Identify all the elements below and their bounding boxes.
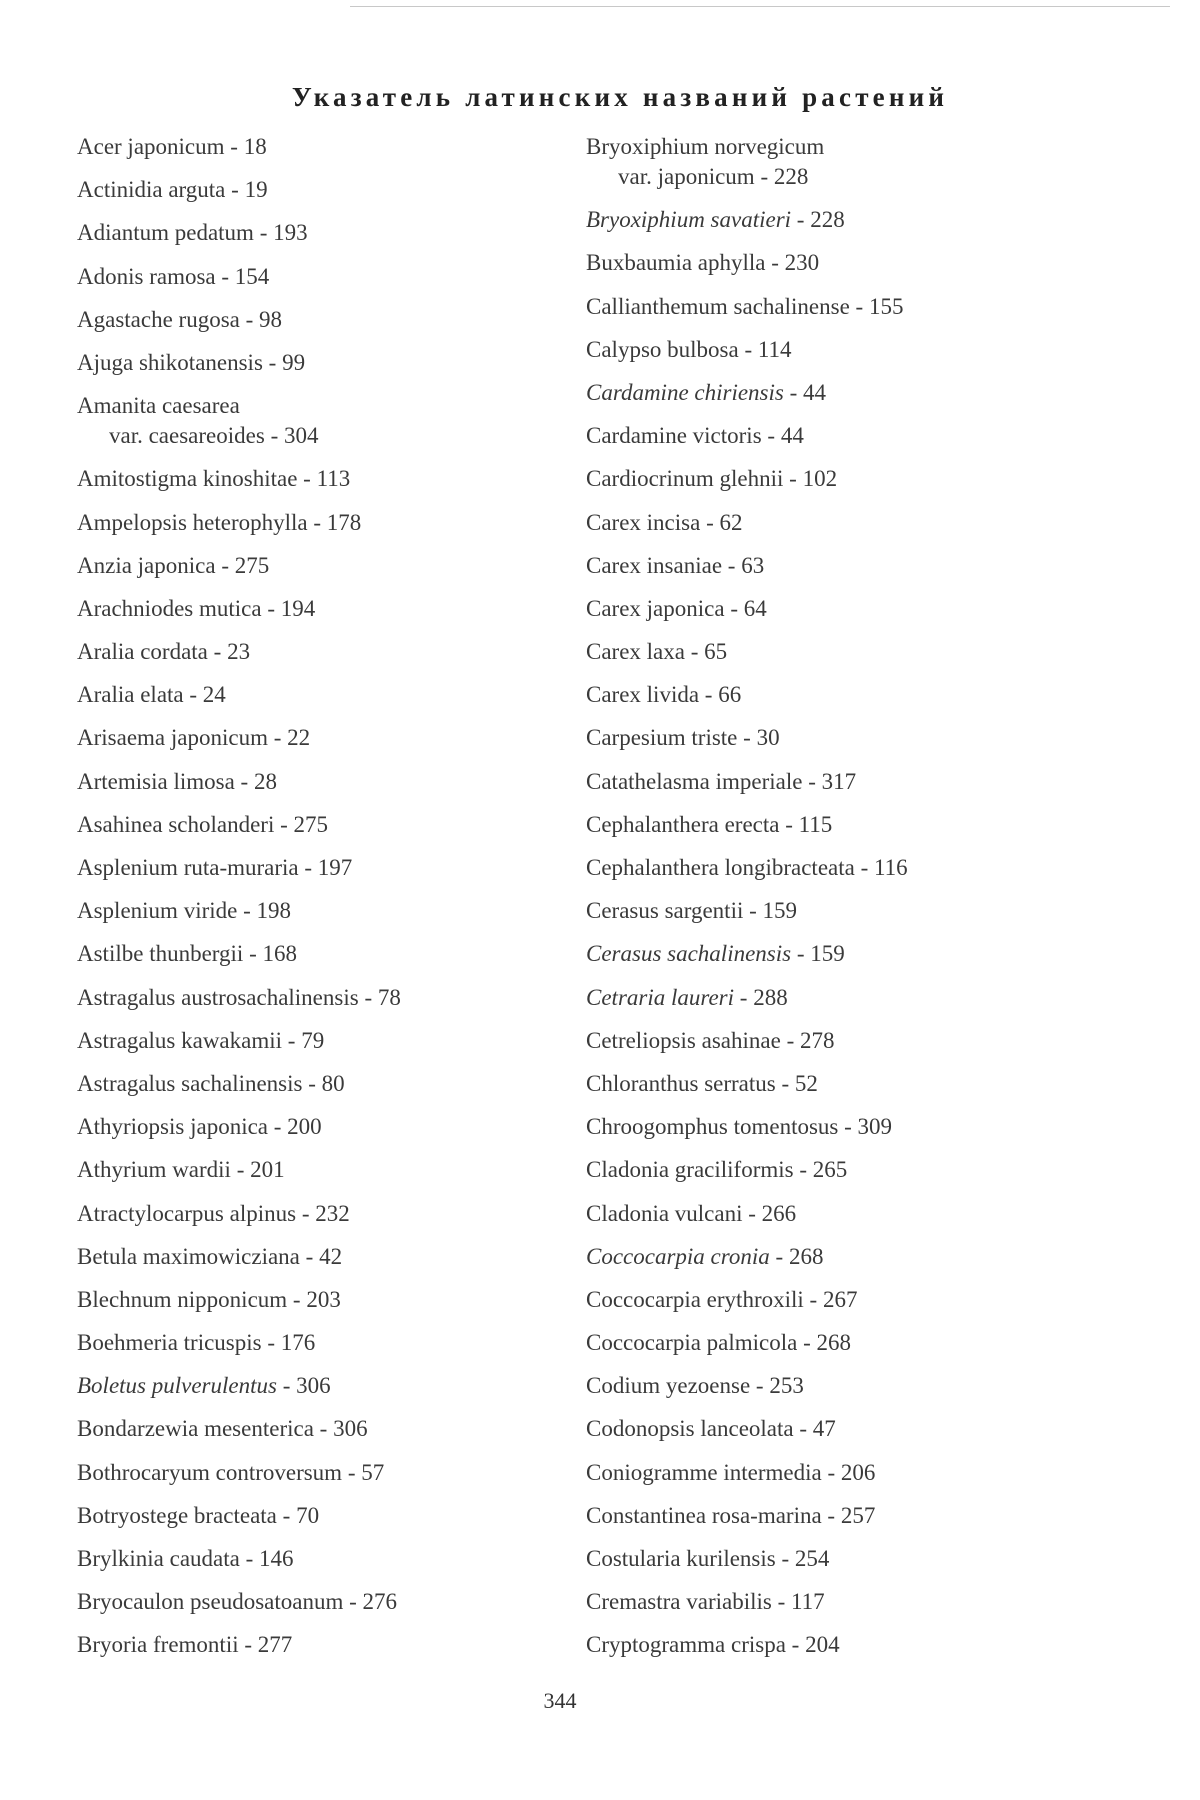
index-entry: Betula maximowicziana - 42 [77, 1243, 343, 1269]
entry-variety: var. japonicum [618, 164, 755, 189]
entry-name: Astragalus austrosachalinensis [77, 984, 359, 1010]
index-entry: Athyrium wardii - 201 [77, 1157, 285, 1183]
index-entry: Coccocarpia palmicola - 268 [586, 1330, 852, 1356]
index-entry: Adonis ramosa - 154 [77, 263, 270, 289]
entry-page-number: 159 [762, 898, 798, 924]
entry-name: Asahinea scholanderi [77, 811, 275, 837]
entry-page-number: 70 [296, 1502, 320, 1528]
entry-name: Cephalanthera erecta [586, 811, 780, 837]
index-entry: Arachniodes mutica - 194 [77, 595, 316, 621]
index-entry: Bondarzewia mesenterica - 306 [77, 1416, 368, 1442]
entry-page-number: 306 [296, 1373, 331, 1399]
entry-page-number: 19 [244, 177, 268, 203]
index-entry: Asahinea scholanderi - 275 [77, 811, 329, 837]
index-entry: Callianthemum sachalinense - 155 [586, 293, 904, 319]
index-entry: Aralia elata - 24 [77, 682, 226, 708]
entry-page-number: 317 [821, 768, 857, 794]
entry-name: Boletus pulverulentus [77, 1373, 277, 1399]
index-entry: Cephalanthera longibracteata - 116 [586, 855, 908, 880]
index-entry: Bryoxiphium savatieri - 228 [586, 207, 845, 233]
entry-page-number: 198 [256, 898, 292, 924]
entry-page-number: 64 [743, 595, 767, 621]
entry-name: Astilbe thunbergii [77, 941, 244, 967]
index-entry: Cetraria laureri - 288 [586, 984, 788, 1010]
index-entry: Carex incisa - 62 [586, 509, 743, 535]
index-entry: Bryocaulon pseudosatoanum - 276 [77, 1589, 398, 1615]
entry-page-number: 254 [794, 1546, 830, 1571]
entry-page-number: 253 [769, 1373, 804, 1399]
entry-name: Cerasus sargentii [586, 898, 744, 924]
entry-name: Aralia elata [77, 682, 184, 708]
entry-name: Blechnum nipponicum [77, 1286, 288, 1312]
entry-page-number: 44 [803, 379, 827, 405]
entry-name: Brylkinia caudata [77, 1546, 240, 1571]
entry-name: Coccocarpia palmicola [586, 1330, 798, 1356]
entry-name: Cephalanthera longibracteata [586, 855, 855, 880]
entry-name: Athyrium wardii [77, 1157, 231, 1183]
entry-page-number: 155 [868, 293, 904, 319]
entry-page-number: 309 [857, 1114, 893, 1140]
entry-name: Adiantum pedatum [77, 220, 254, 246]
index-entry [586, 132, 1146, 192]
entry-name: Cardamine victoris [586, 423, 762, 449]
index-entry: Agastache rugosa - 98 [77, 306, 283, 332]
entry-name: Calypso bulbosa [586, 336, 739, 362]
index-entry: Coccocarpia cronia - 268 [586, 1243, 824, 1269]
index-entry [77, 391, 577, 451]
entry-page-number: 266 [761, 1200, 797, 1226]
entry-page-number: 168 [262, 941, 297, 967]
entry-name: Acer japonicum [77, 134, 225, 159]
entry-page-number: 228 [810, 207, 845, 233]
entry-page-number: 63 [741, 552, 765, 578]
index-entry: Asplenium viride - 198 [77, 898, 292, 924]
index-entry: Amitostigma kinoshitae - 113 [77, 466, 351, 492]
index-column-right [586, 132, 1146, 1674]
entry-page-number: 203 [306, 1286, 341, 1312]
entry-page-number: 65 [704, 639, 728, 665]
entry-page-number: 268 [816, 1330, 852, 1356]
entry-page-number: 304 [283, 423, 319, 449]
index-entry: Arisaema japonicum - 22 [77, 725, 311, 751]
index-entry: Bryoria fremontii - 277 [77, 1632, 293, 1658]
index-entry: Asplenium ruta-muraria - 197 [77, 855, 353, 880]
entry-page-number: 80 [321, 1070, 345, 1096]
entry-name: Bryocaulon pseudosatoanum [77, 1589, 344, 1615]
entry-name: Cladonia graciliformis [586, 1157, 794, 1183]
entry-name: Arachniodes mutica [77, 595, 262, 621]
entry-page-number: 28 [253, 768, 277, 794]
entry-name: Carex insaniae [586, 552, 723, 578]
entry-page-number: 278 [799, 1027, 835, 1053]
entry-page-number: 204 [805, 1632, 840, 1658]
entry-page-number: 146 [259, 1546, 294, 1571]
index-entry: Brylkinia caudata - 146 [77, 1546, 294, 1571]
entry-name: Carex livida [586, 682, 700, 708]
entry-variety-line: var. japonicum - 228 [618, 164, 809, 189]
index-entry: Astragalus austrosachalinensis - 78 [77, 984, 401, 1010]
index-entry: Boletus pulverulentus - 306 [77, 1373, 331, 1399]
index-entry: Coniogramme intermedia - 206 [586, 1459, 876, 1485]
entry-page-number: 57 [361, 1459, 385, 1485]
entry-name: Bryoxiphium savatieri [586, 207, 792, 233]
entry-name: Bothrocaryum controversum [77, 1459, 343, 1485]
index-entry: Cladonia vulcani - 266 [586, 1200, 797, 1226]
entry-page-number: 178 [326, 509, 362, 535]
index-entry: Blechnum nipponicum - 203 [77, 1286, 341, 1312]
index-entry: Carex japonica - 64 [586, 595, 767, 621]
entry-name: Cerasus sachalinensis [586, 941, 792, 967]
entry-name: Codium yezoense [586, 1373, 751, 1399]
entry-page-number: 200 [287, 1114, 322, 1140]
index-entry: Astilbe thunbergii - 168 [77, 941, 297, 967]
entry-page-number: 201 [250, 1157, 285, 1183]
entry-name: Boehmeria tricuspis [77, 1330, 262, 1356]
entry-page-number: 267 [822, 1286, 858, 1312]
entry-page-number: 99 [282, 349, 306, 375]
entry-page-number: 193 [273, 220, 308, 246]
index-entry: Carex insaniae - 63 [586, 552, 765, 578]
entry-name: Chloranthus serratus [586, 1070, 776, 1096]
index-entry: Calypso bulbosa - 114 [586, 336, 792, 362]
entry-name: Carex japonica [586, 595, 725, 621]
entry-name: Astragalus kawakamii [77, 1027, 283, 1053]
index-entry: Astragalus sachalinensis - 80 [77, 1070, 345, 1096]
index-entry: Buxbaumia aphylla - 230 [586, 250, 820, 276]
entry-name: Ajuga shikotanensis [77, 349, 263, 375]
entry-page-number: 52 [794, 1070, 818, 1096]
entry-page-number: 154 [234, 263, 270, 289]
entry-variety: var. caesareoides [109, 423, 265, 449]
entry-page-number: 98 [259, 306, 283, 332]
entry-name: Anzia japonica [77, 552, 216, 578]
entry-name: Actinidia arguta [77, 177, 226, 203]
entry-name: Athyriopsis japonica [77, 1114, 268, 1140]
index-entry: Cardamine victoris - 44 [586, 423, 804, 449]
entry-page-number: 24 [202, 682, 226, 708]
index-entry: Aralia cordata - 23 [77, 639, 251, 665]
entry-page-number: 44 [780, 423, 804, 449]
index-entry: Chroogomphus tomentosus - 309 [586, 1114, 893, 1140]
entry-name: Astragalus sachalinensis [77, 1070, 303, 1096]
index-entry: Anzia japonica - 275 [77, 552, 270, 578]
entry-name: Catathelasma imperiale [586, 768, 803, 794]
entry-page-number: 116 [874, 855, 908, 880]
entry-page-number: 194 [280, 595, 316, 621]
entry-name: Amanita caesarea [77, 393, 240, 419]
index-entry: Ampelopsis heterophylla - 178 [77, 509, 362, 535]
entry-page-number: 159 [810, 941, 845, 967]
index-entry: Actinidia arguta - 19 [77, 177, 268, 203]
entry-name: Chroogomphus tomentosus [586, 1114, 839, 1140]
entry-name: Bryoria fremontii [77, 1632, 239, 1658]
index-entry: Cardiocrinum glehnii - 102 [586, 466, 838, 492]
entry-page-number: 79 [301, 1027, 325, 1053]
entry-name: Cladonia vulcani [586, 1200, 743, 1226]
entry-page-number: 265 [812, 1157, 848, 1183]
index-entry: Constantinea rosa-marina - 257 [586, 1502, 876, 1528]
entry-name: Carpesium triste [586, 725, 738, 751]
index-entry: Cryptogramma crispa - 204 [586, 1632, 840, 1658]
index-entry: Cladonia graciliformis - 265 [586, 1157, 848, 1183]
index-entry: Cerasus sargentii - 159 [586, 898, 798, 924]
entry-page-number: 176 [280, 1330, 316, 1356]
entry-name: Adonis ramosa [77, 263, 216, 289]
entry-variety-line: var. caesareoides - 304 [109, 423, 319, 449]
index-entry: Codium yezoense - 253 [586, 1373, 804, 1399]
index-entry: Boehmeria tricuspis - 176 [77, 1330, 316, 1356]
entry-name: Aralia cordata [77, 639, 208, 665]
entry-page-number: 232 [315, 1200, 350, 1226]
entry-page-number: 228 [773, 164, 809, 189]
entry-name: Callianthemum sachalinense [586, 293, 850, 319]
entry-page-number: 115 [798, 811, 833, 837]
entry-name: Botryostege bracteata [77, 1502, 277, 1528]
entry-name: Agastache rugosa [77, 306, 240, 332]
entry-page-number: 66 [718, 682, 742, 708]
entry-page-number: 268 [788, 1243, 824, 1269]
entry-name: Atractylocarpus alpinus [77, 1200, 297, 1226]
entry-page-number: 78 [377, 984, 401, 1010]
entry-name: Coccocarpia erythroxili [586, 1286, 804, 1312]
entry-page-number: 275 [234, 552, 270, 578]
entry-name: Bondarzewia mesenterica [77, 1416, 314, 1442]
entry-page-number: 257 [840, 1502, 876, 1528]
index-entry: Athyriopsis japonica - 200 [77, 1114, 322, 1140]
index-entry: Cardamine chiriensis - 44 [586, 379, 827, 405]
index-entry: Acer japonicum - 18 [77, 134, 267, 159]
page-number: 344 [543, 1688, 577, 1713]
index-entry: Cremastra variabilis - 117 [586, 1589, 825, 1615]
entry-page-number: 230 [784, 250, 820, 276]
index-column-left [77, 132, 577, 1674]
entry-name: Asplenium viride [77, 898, 238, 924]
index-entry: Bothrocaryum controversum - 57 [77, 1459, 385, 1485]
entry-page-number: 117 [791, 1589, 825, 1615]
entry-page-number: 276 [362, 1589, 398, 1615]
entry-name: Costularia kurilensis [586, 1546, 776, 1571]
entry-name: Cryptogramma crispa [586, 1632, 786, 1658]
entry-page-number: 18 [243, 134, 267, 159]
entry-name: Constantinea rosa-marina [586, 1502, 822, 1528]
entry-page-number: 306 [333, 1416, 368, 1442]
index-entry: Cetreliopsis asahinae - 278 [586, 1027, 835, 1053]
entry-page-number: 197 [317, 855, 353, 880]
entry-page-number: 30 [756, 725, 780, 751]
entry-page-number: 47 [812, 1416, 836, 1442]
entry-name: Carex laxa [586, 639, 685, 665]
top-rule [350, 6, 1170, 7]
entry-page-number: 114 [757, 336, 792, 362]
index-entry: Carpesium triste - 30 [586, 725, 780, 751]
entry-name: Buxbaumia aphylla [586, 250, 766, 276]
entry-page-number: 42 [319, 1243, 343, 1269]
index-entry: Codonopsis lanceolata - 47 [586, 1416, 836, 1442]
page-title: Указатель латинских названий растений [291, 82, 949, 112]
index-entry: Carex livida - 66 [586, 682, 742, 708]
entry-page-number: 288 [753, 984, 788, 1010]
entry-name: Artemisia limosa [77, 768, 235, 794]
entry-name: Arisaema japonicum [77, 725, 268, 751]
entry-name: Bryoxiphium norvegicum [586, 134, 825, 159]
index-entry: Coccocarpia erythroxili - 267 [586, 1286, 858, 1312]
entry-name: Cardiocrinum glehnii [586, 466, 784, 492]
index-entry: Costularia kurilensis - 254 [586, 1546, 830, 1571]
index-entry: Adiantum pedatum - 193 [77, 220, 308, 246]
index-entry: Catathelasma imperiale - 317 [586, 768, 857, 794]
index-entry: Cephalanthera erecta - 115 [586, 811, 833, 837]
entry-name: Carex incisa [586, 509, 701, 535]
entry-page-number: 22 [287, 725, 311, 751]
entry-name: Codonopsis lanceolata [586, 1416, 794, 1442]
entry-page-number: 206 [840, 1459, 876, 1485]
entry-name: Coccocarpia cronia [586, 1243, 770, 1269]
entry-name: Betula maximowicziana [77, 1243, 300, 1269]
entry-page-number: 275 [293, 811, 329, 837]
index-entry: Atractylocarpus alpinus - 232 [77, 1200, 350, 1226]
index-entry: Ajuga shikotanensis - 99 [77, 349, 306, 375]
entry-name: Asplenium ruta-muraria [77, 855, 299, 880]
entry-name: Cardamine chiriensis [586, 379, 784, 405]
index-entry: Astragalus kawakamii - 79 [77, 1027, 325, 1053]
entry-page-number: 23 [227, 639, 251, 665]
entry-name: Cetreliopsis asahinae [586, 1027, 781, 1053]
entry-page-number: 113 [316, 466, 351, 492]
entry-page-number: 62 [719, 509, 743, 535]
index-entry: Carex laxa - 65 [586, 639, 728, 665]
entry-name: Amitostigma kinoshitae [77, 466, 298, 492]
index-entry: Cerasus sachalinensis - 159 [586, 941, 845, 967]
entry-name: Cremastra variabilis [586, 1589, 772, 1615]
entry-name: Ampelopsis heterophylla [77, 509, 308, 535]
entry-page-number: 102 [802, 466, 838, 492]
index-entry: Chloranthus serratus - 52 [586, 1070, 818, 1096]
entry-name: Cetraria laureri [586, 984, 735, 1010]
entry-page-number: 277 [257, 1632, 293, 1658]
index-entry: Artemisia limosa - 28 [77, 768, 277, 794]
index-entry: Botryostege bracteata - 70 [77, 1502, 320, 1528]
entry-name: Coniogramme intermedia [586, 1459, 822, 1485]
